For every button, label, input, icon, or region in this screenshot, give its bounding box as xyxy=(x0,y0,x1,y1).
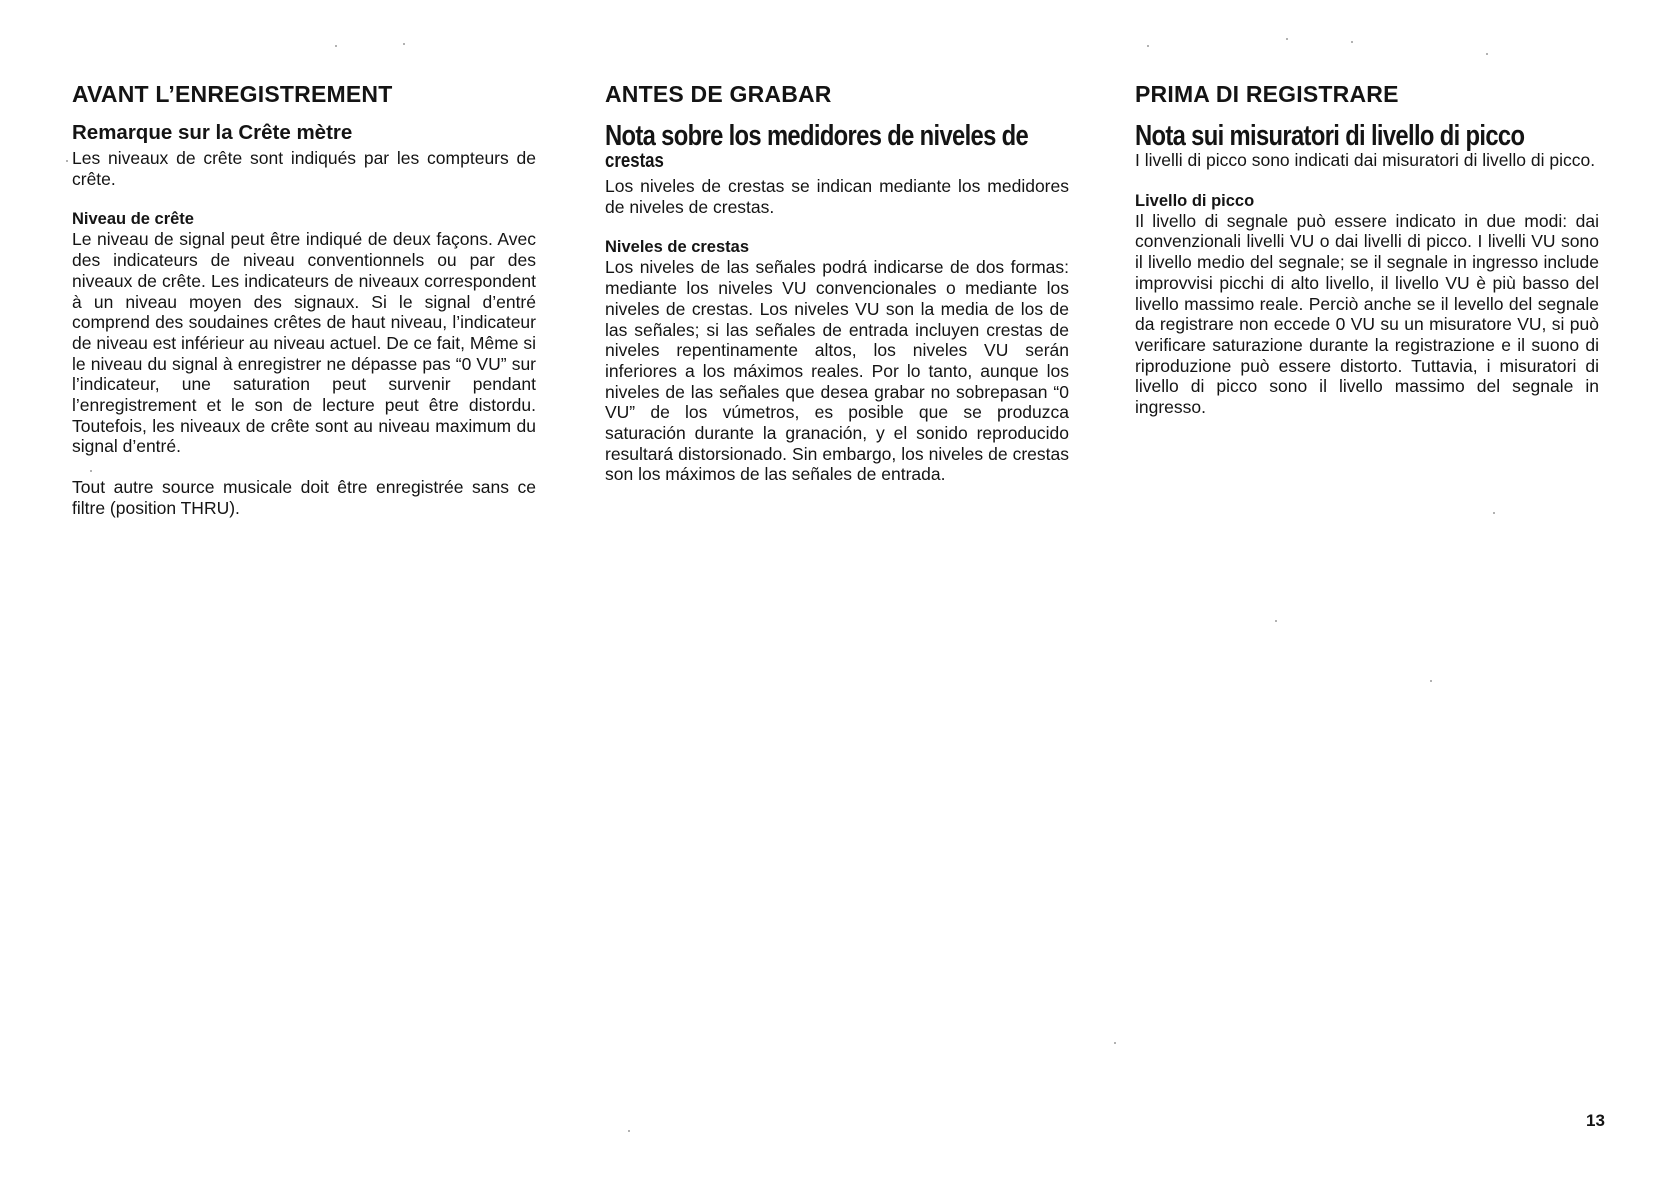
scan-speck xyxy=(1493,512,1495,514)
column-french xyxy=(72,80,536,519)
closing-paragraph-french: Tout autre source musicale doit être enregistrée sans ce filtre (position THRU). xyxy=(72,477,536,518)
paragraph-heading-spanish: Niveles de crestas xyxy=(605,238,750,257)
section-heading-italian: PRIMA DI REGISTRARE xyxy=(1135,81,1399,107)
scan-speck xyxy=(1351,41,1353,43)
section-heading-spanish: ANTES DE GRABAR xyxy=(605,81,832,107)
subsection-heading-spanish-line1: Nota sobre los medidores de niveles de xyxy=(605,120,1029,152)
body-paragraph-italian: Il livello di segnale può essere indicato in due modi: dai convenzionali livelli VU o dai livelli di picco. I livelli VU sono il livello medio del segnale; se il segnale in ingresso include improvvisi picchi di alto livello, il livello VU è più basso del livello massimo reale. Perciò anche se il levello del segnale da registrare non eccede 0 VU su un misuratore VU, si può verificare saturazione durante la registrazione e il suono di riproduzione può essere distorto. Tuttavia, i misuratori di livello di picco sono il livello massimo del segnale in ingresso. xyxy=(1135,210,1599,418)
scan-speck xyxy=(1286,38,1288,40)
column-spanish xyxy=(605,80,1069,485)
scan-speck xyxy=(628,1130,630,1132)
scan-speck xyxy=(335,45,337,47)
subsection-heading-spanish-line2: crestas xyxy=(605,149,664,172)
subsection-heading-spanish xyxy=(605,122,1065,172)
page-number: 13 xyxy=(1586,1111,1605,1130)
subsection-heading-french: Remarque sur la Crête mètre xyxy=(72,121,353,144)
intro-paragraph-italian: I livelli di picco sono indicati dai misuratori di livello di picco. xyxy=(1135,150,1596,170)
column-italian xyxy=(1135,80,1599,418)
scan-speck xyxy=(1486,53,1488,55)
scan-speck xyxy=(66,160,68,162)
paragraph-heading-italian: Livello di picco xyxy=(1135,191,1255,210)
scan-speck xyxy=(90,470,92,472)
scan-speck xyxy=(1275,620,1277,622)
scan-speck xyxy=(1430,680,1432,682)
section-heading-french: AVANT L’ENREGISTREMENT xyxy=(72,81,393,107)
subsection-heading-italian: Nota sui misuratori di livello di picco xyxy=(1135,120,1525,152)
scan-speck xyxy=(403,43,405,45)
intro-paragraph-french: Les niveaux de crête sont indiqués par les compteurs de crête. xyxy=(72,148,536,189)
body-paragraph-spanish: Los niveles de las señales podrá indicarse de dos formas: mediante los niveles VU convencionales o mediante los niveles de crestas. Los niveles VU son la media de los de las señales; si las señales de entrada incluyen crestas de niveles repentinamente altos, los niveles VU serán inferiores a los máximos reales. Por lo tanto, aunque los niveles de las señales que desea grabar no sobrepasan “0 VU” de los vúmetros, es posible que se produzca saturación durante la granación, y el sonido reproducido resultará distorsionado. Sin embargo, los niveles de crestas son los máximos de las señales de entrada. xyxy=(605,257,1069,485)
body-paragraph-french: Le niveau de signal peut être indiqué de deux façons. Avec des indicateurs de niveau conventionnels ou par des niveaux de crête. Les indicateurs de niveaux correspondent à un niveau moyen des signaux. Si le signal d’entré comprend des soudaines crêtes de haut niveau, l’indicateur de niveau est inférieur au niveau actuel. De ce fait, Même si le niveau du signal à enregistrer ne dépasse pas “0 VU” sur l’indicateur, une saturation peut survenir pendant l’enregistrement et le son de lecture peut être distordu. Toutefois, les niveaux de crête sont au niveau maximum du signal d’entré. xyxy=(72,229,536,457)
paragraph-heading-french: Niveau de crête xyxy=(72,210,194,229)
scan-speck xyxy=(1147,45,1149,47)
intro-paragraph-spanish: Los niveles de crestas se indican mediante los medidores de niveles de crestas. xyxy=(605,176,1069,217)
scan-speck xyxy=(1114,1042,1116,1044)
